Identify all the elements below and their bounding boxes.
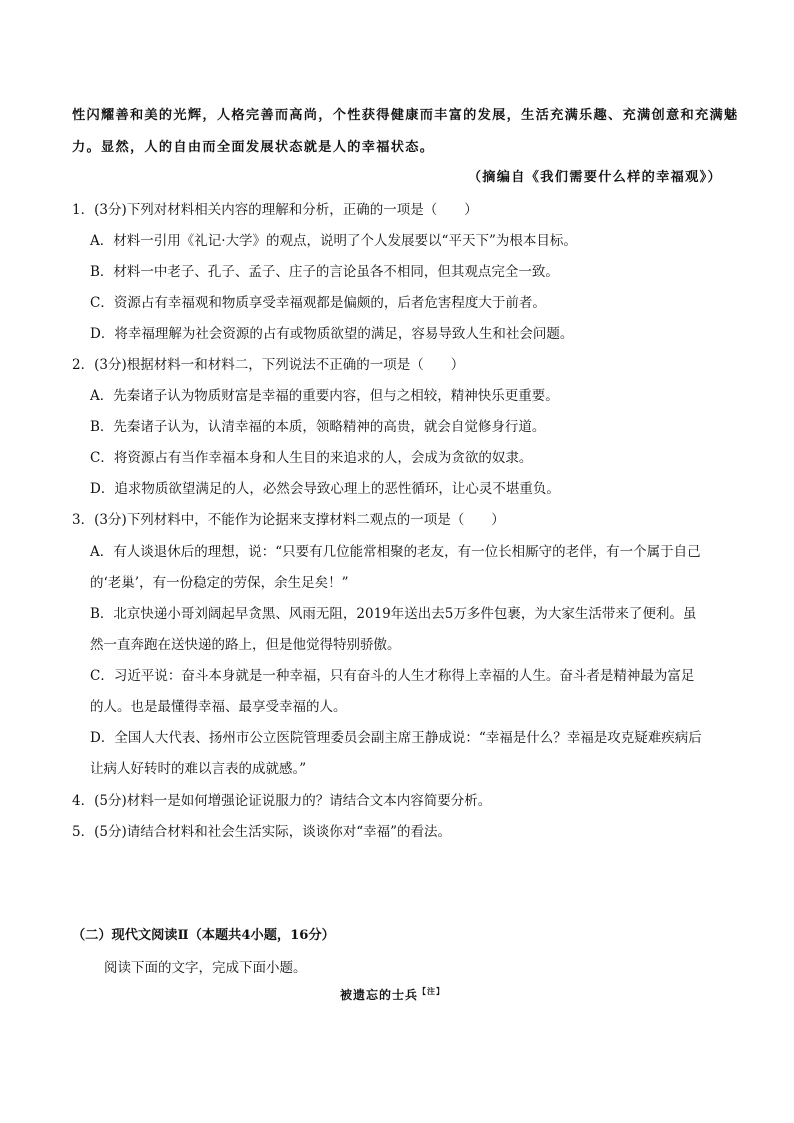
question-3-option-d-line-2: 让病人好转时的难以言表的成就感。” <box>90 761 307 777</box>
question-3-stem: 3．(3分)下列材料中，不能作为论据来支撑材料二观点的一项是（ ） <box>72 512 505 528</box>
passage-line-2: 力。显然，人的自由而全面发展状态就是人的幸福状态。 <box>72 140 435 155</box>
question-4-stem: 4．(5分)材料一是如何增强论证说服力的？请结合文本内容简要分析。 <box>72 793 492 809</box>
question-3-option-b-line-1: B．北京快递小哥刘阔起早贪黑、风雨无阻，2019年送出去5万多件包裹，为大家生活带来了便利。虽 <box>90 606 697 622</box>
passage-source: （摘编自《我们需要什么样的幸福观》） <box>467 170 722 185</box>
article-title-text: 被遗忘的士兵 <box>340 988 419 1002</box>
question-1-option-a: A．材料一引用《礼记·大学》的观点，说明了个人发展要以“平天下”为根本目标。 <box>90 233 577 249</box>
question-2-option-c: C．将资源占有当作幸福本身和人生目的来追求的人，会成为贪欲的奴隶。 <box>90 450 533 466</box>
question-3-option-c-line-2: 的人。也是最懂得幸福、最享受幸福的人。 <box>90 699 347 715</box>
question-2-option-b: B．先秦诸子认为，认清幸福的本质，领略精神的高贵，就会自觉修身行道。 <box>90 419 546 435</box>
passage-line-1: 性闪耀善和美的光辉，人格完善而高尚，个性获得健康而丰富的发展，生活充满乐趣、充满创意和充满魅 <box>72 108 739 123</box>
question-1-stem: 1．(3分)下列对材料相关内容的理解和分析，正确的一项是（ ） <box>72 202 478 218</box>
article-title-note: 【注】 <box>418 986 446 996</box>
question-1-option-b: B．材料一中老子、孔子、孟子、庄子的言论虽各不相同，但其观点完全一致。 <box>90 264 559 280</box>
question-2-stem: 2．(3分)根据材料一和材料二，下列说法不正确的一项是（ ） <box>72 357 465 373</box>
question-3-option-a-line-2: 的‘老巢’，有一份稳定的劳保，余生足矣！” <box>90 575 349 591</box>
section-2-instruction: 阅读下面的文字，完成下面小题。 <box>104 960 307 976</box>
question-2-option-d: D．追求物质欲望满足的人，必然会导致心理上的恶性循环，让心灵不堪重负。 <box>90 481 560 497</box>
section-2-heading: （二）现代文阅读Ⅱ（本题共4小题，16分） <box>72 928 335 943</box>
question-2-option-a: A．先秦诸子认为物质财富是幸福的重要内容，但与之相较，精神快乐更重要。 <box>90 388 559 404</box>
question-3-option-a-line-1: A．有人谈退休后的理想，说：“只要有几位能常相聚的老友，有一位长相厮守的老伴，有一个属于自己 <box>90 544 701 560</box>
article-title <box>340 986 445 1003</box>
question-3-option-c-line-1: C．习近平说：奋斗本身就是一种幸福，只有奋斗的人生才称得上幸福的人生。奋斗者是精神最为富足 <box>90 668 695 684</box>
question-1-option-c: C．资源占有幸福观和物质享受幸福观都是偏颇的，后者危害程度大于前者。 <box>90 295 546 311</box>
question-5-stem: 5．(5分)请结合材料和社会生活实际，谈谈你对“幸福”的看法。 <box>72 824 452 840</box>
question-3-option-d-line-1: D．全国人大代表、扬州市公立医院管理委员会副主席王静成说：“幸福是什么？幸福是攻克疑难疾病后 <box>90 730 702 746</box>
question-3-option-b-line-2: 然一直奔跑在送快递的路上，但是他觉得特别骄傲。 <box>90 637 401 653</box>
question-1-option-d: D．将幸福理解为社会资源的占有或物质欲望的满足，容易导致人生和社会问题。 <box>90 326 574 342</box>
